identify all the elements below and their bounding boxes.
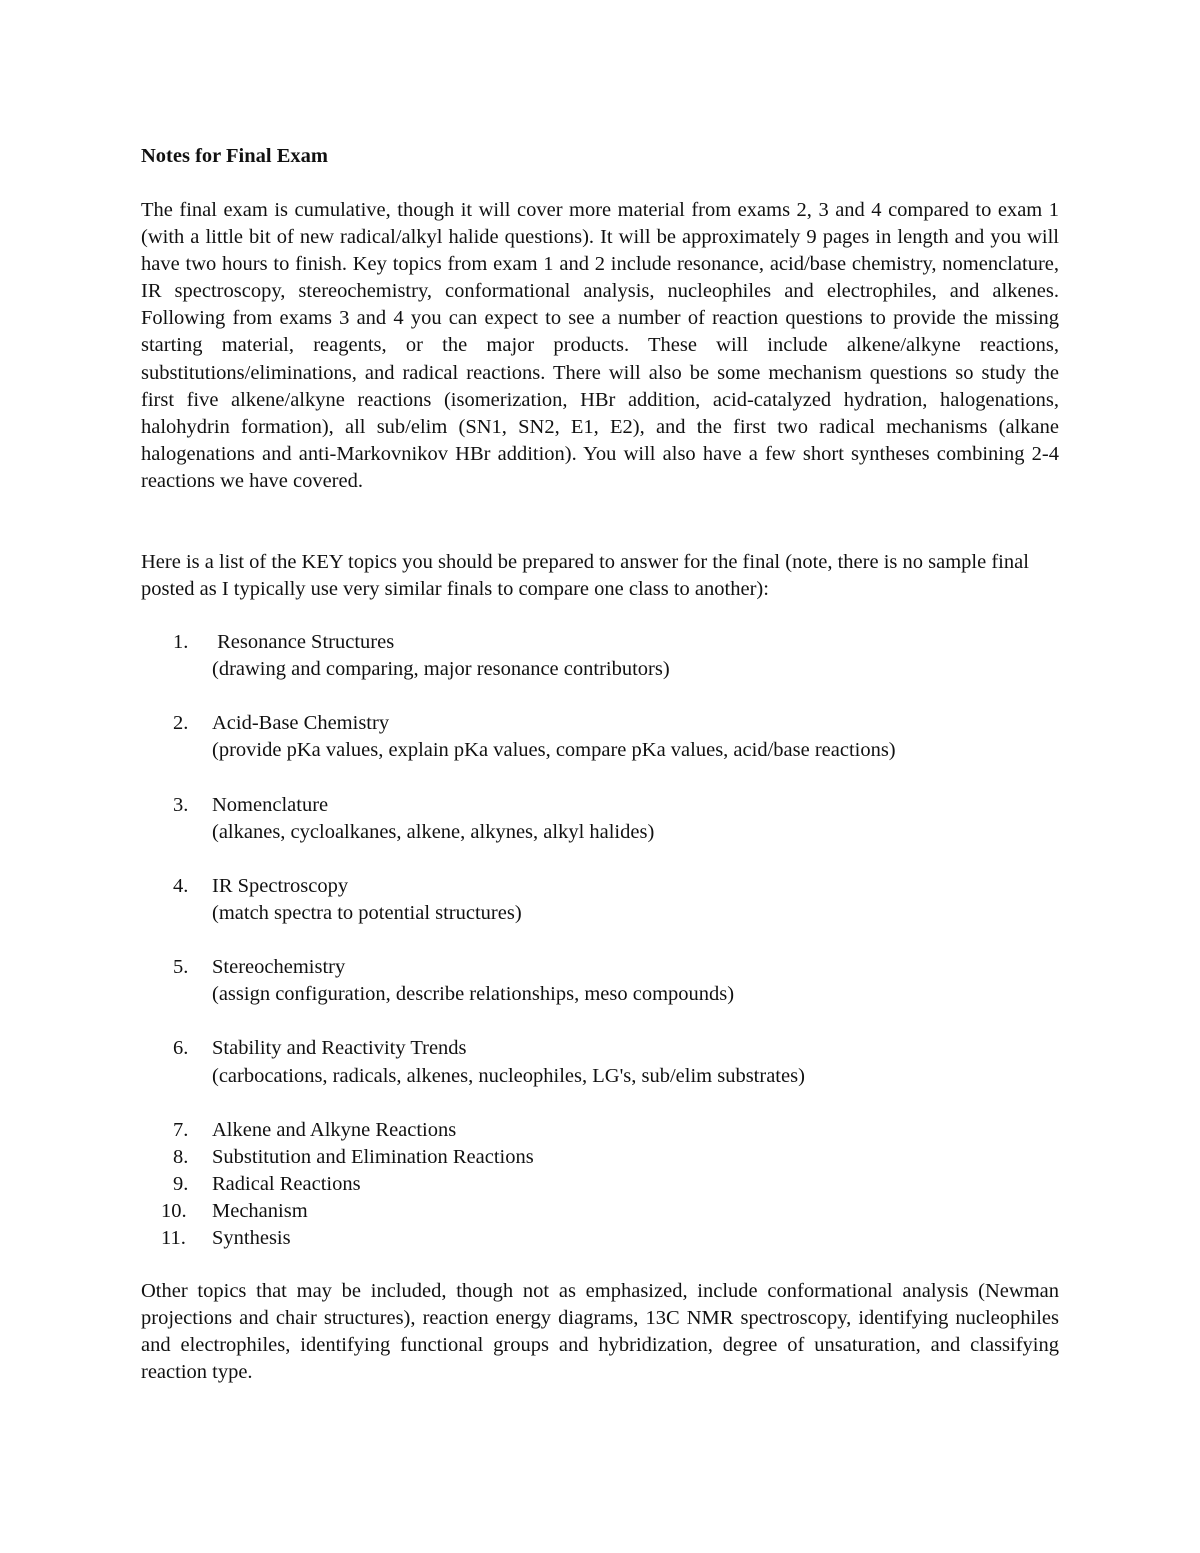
list-item — [141, 1198, 1059, 1225]
item-heading: Resonance Structures — [212, 631, 395, 653]
item-detail: (provide pKa values, explain pKa values, compare pKa values, acid/base reactions) — [212, 739, 896, 762]
item-detail: (carbocations, radicals, alkenes, nucleophiles, LG's, sub/elim substrates) — [212, 1064, 805, 1087]
item-heading: Stereochemistry — [212, 956, 346, 979]
item-number: 7. — [173, 1118, 189, 1141]
item-number: 4. — [173, 874, 189, 897]
item-heading: Substitution and Elimination Reactions — [212, 1145, 534, 1168]
item-heading: Mechanism — [212, 1199, 308, 1222]
item-heading: Synthesis — [212, 1227, 291, 1250]
item-number: 1. — [173, 631, 189, 653]
item-number: 8. — [173, 1145, 189, 1168]
item-heading: Alkene and Alkyne Reactions — [212, 1118, 457, 1141]
document-title: Notes for Final Exam — [141, 145, 328, 167]
item-detail: (drawing and comparing, major resonance contributors) — [212, 658, 670, 681]
item-heading: Stability and Reactivity Trends — [212, 1037, 467, 1060]
list-item — [141, 873, 1059, 927]
item-number: 3. — [173, 793, 189, 816]
key-topics-intro: Here is a list of the KEY topics you should be prepared to answer for the final (note, there is no sample final posted as I typically use very similar finals to compare one class to another): — [141, 551, 1029, 601]
item-number: 10. — [161, 1199, 187, 1222]
item-number: 9. — [173, 1172, 189, 1195]
list-item — [141, 1171, 1059, 1198]
item-heading: IR Spectroscopy — [212, 874, 349, 897]
list-item — [141, 1144, 1059, 1171]
item-number: 2. — [173, 712, 189, 735]
item-detail: (match spectra to potential structures) — [212, 901, 522, 924]
item-number: 6. — [173, 1037, 189, 1060]
list-item — [141, 954, 1059, 1008]
other-topics-paragraph: Other topics that may be included, though not as emphasized, include conformational analysis (Newman projections and chair structures), reaction energy diagrams, 13C NMR spectroscopy, identifying nucleophiles and electrophiles, identifying functional groups and hybridization, degree of unsaturation, and classifying reaction type. — [141, 1280, 1059, 1384]
item-heading: Acid-Base Chemistry — [212, 712, 390, 735]
list-item — [141, 629, 1059, 683]
list-item — [141, 1035, 1059, 1089]
list-item — [141, 710, 1059, 764]
list-item — [141, 792, 1059, 846]
intro-paragraph: The final exam is cumulative, though it will cover more material from exams 2, 3 and 4 compared to exam 1 (with a little bit of new radical/alkyl halide questions). It will be approximately 9 pages in length and you will have two hours to finish. Key topics from exam 1 and 2 include resonance, acid/base chemistry, nomenclature, IR spectroscopy, stereochemistry, conformational analysis, nucleophiles and electrophiles, and alkenes. Following from exams 3 and 4 you can expect to see a number of reaction questions to provide the missing starting material, reagents, or the major products. These will include alkene/alkyne reactions, substitutions/eliminations, and radical reactions. There will also be some mechanism questions so study the first five alkene/alkyne reactions (isomerization, HBr addition, acid-catalyzed hydration, halogenations, halohydrin formation), all sub/elim (SN1, SN2, E1, E2), and the first two radical mechanisms (alkane halogenations and anti-Markovnikov HBr addition). You will also have a few short syntheses combining 2-4 reactions we have covered. — [141, 199, 1059, 492]
key-topics-list — [141, 629, 1059, 1252]
item-number: 5. — [173, 956, 189, 979]
item-number: 11. — [161, 1227, 186, 1250]
list-item — [141, 1117, 1059, 1144]
item-heading: Nomenclature — [212, 793, 329, 816]
item-heading: Radical Reactions — [212, 1172, 361, 1195]
item-detail: (alkanes, cycloalkanes, alkene, alkynes, alkyl halides) — [212, 820, 655, 843]
item-detail: (assign configuration, describe relationships, meso compounds) — [212, 983, 735, 1006]
list-item — [141, 1225, 1059, 1252]
